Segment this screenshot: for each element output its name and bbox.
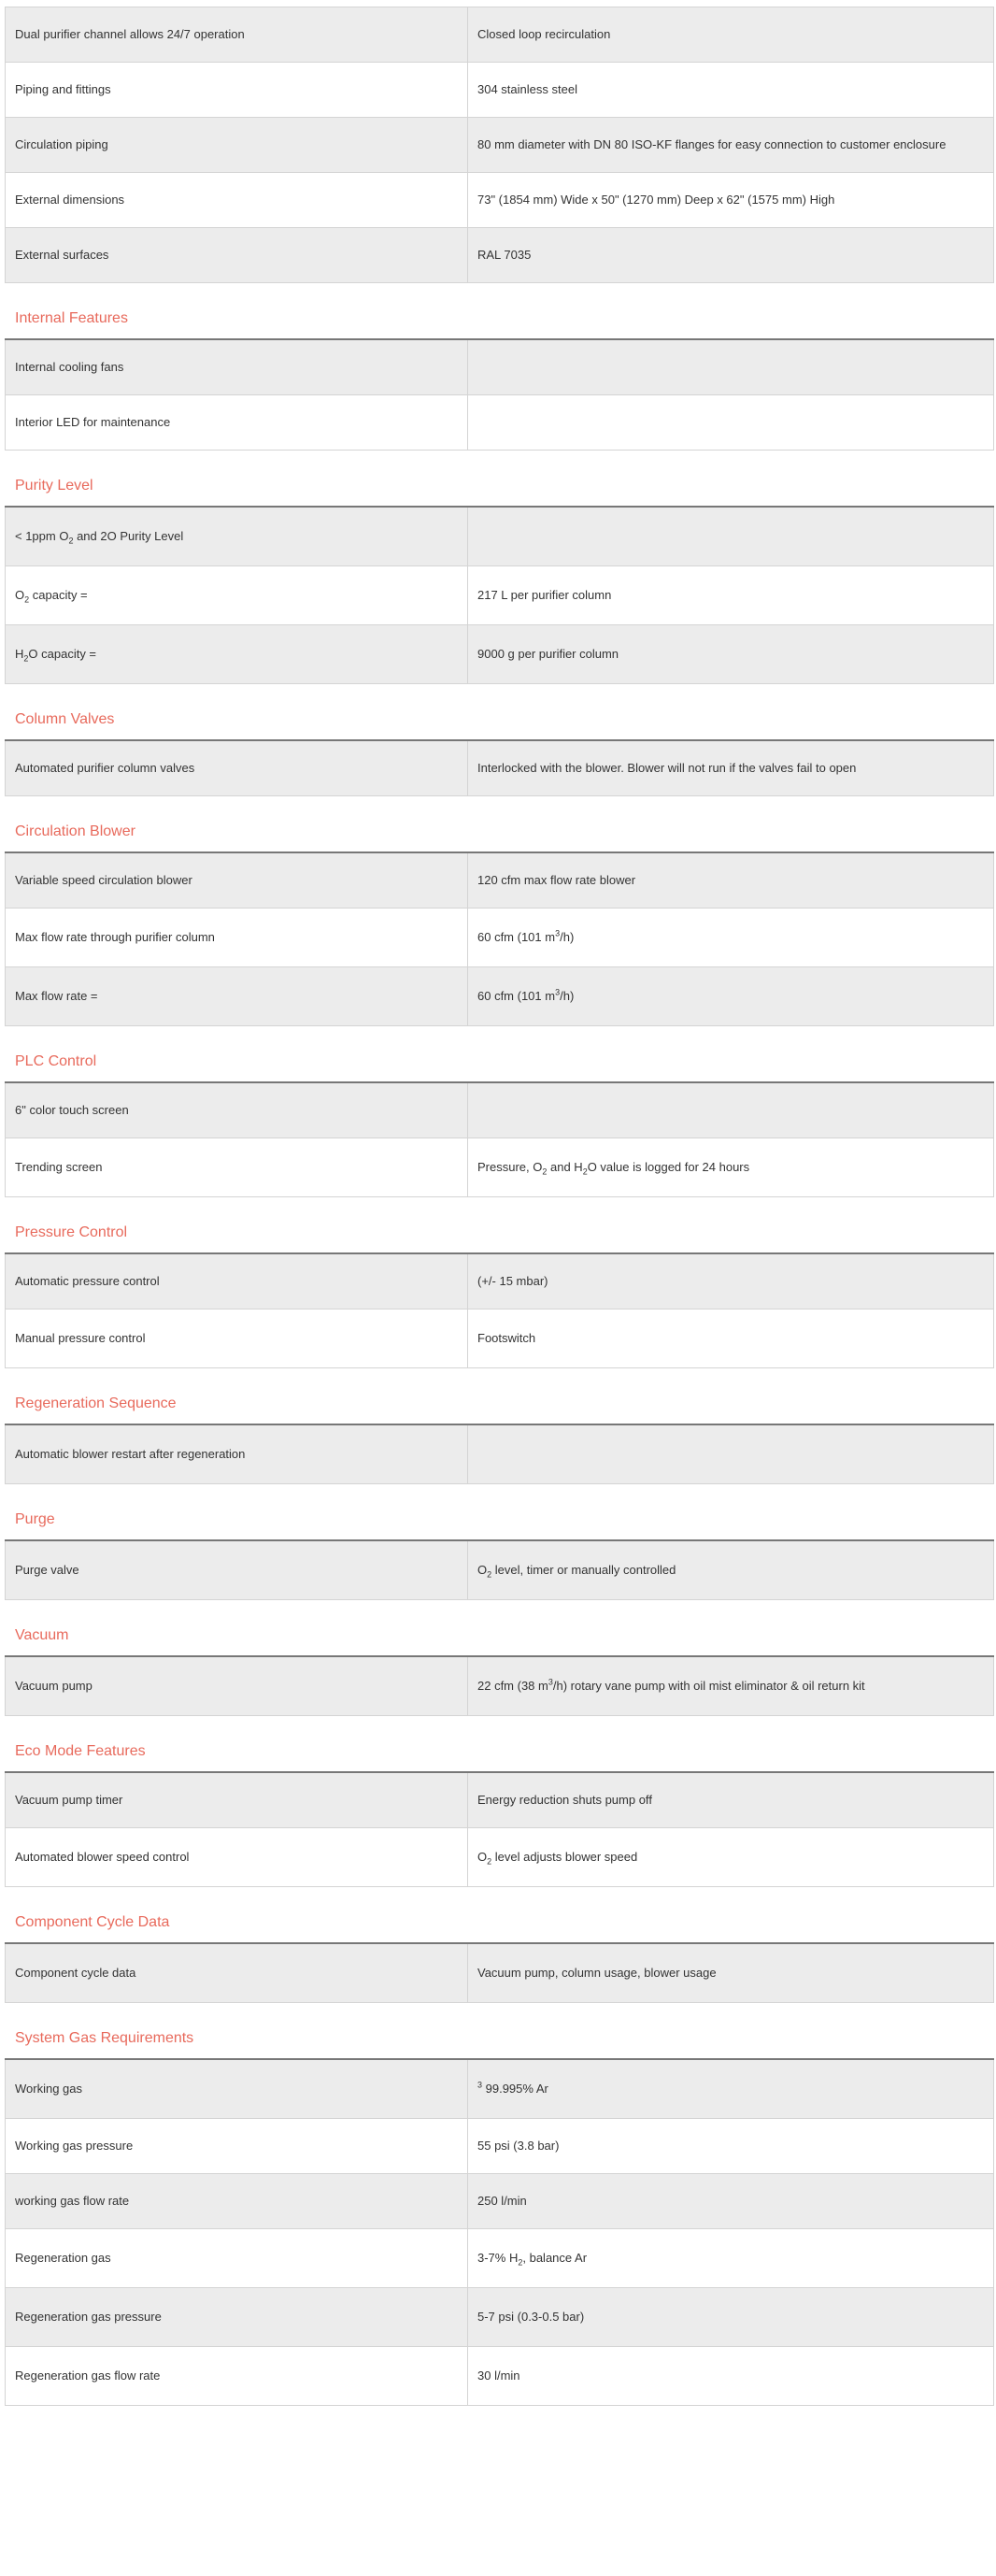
section-heading: Pressure Control <box>15 1224 128 1240</box>
table-row <box>6 1828 994 1887</box>
section-heading: Component Cycle Data <box>15 1914 170 1930</box>
table-row <box>6 507 994 566</box>
spec-table <box>5 1655 994 1716</box>
spec-label: Internal cooling fans <box>6 339 468 395</box>
section-heading: Purge <box>15 1511 55 1527</box>
spec-label: External surfaces <box>6 228 468 283</box>
spec-value <box>468 507 994 566</box>
spec-value: 55 psi (3.8 bar) <box>468 2119 994 2174</box>
section-heading: Vacuum <box>15 1627 69 1643</box>
section-heading: PLC Control <box>15 1053 97 1069</box>
spec-section <box>5 1212 993 1368</box>
spec-table <box>5 2058 994 2406</box>
table-row <box>6 339 994 395</box>
spec-sections <box>5 298 993 2406</box>
spec-value: (+/- 15 mbar) <box>468 1253 994 1309</box>
spec-section <box>5 1499 993 1600</box>
spec-label: Automated purifier column valves <box>6 740 468 796</box>
spec-table <box>5 1942 994 2003</box>
spec-table <box>5 1081 994 1197</box>
spec-value: Energy reduction shuts pump off <box>468 1772 994 1828</box>
spec-value: 22 cfm (38 $m^3/h$) rotary vane pump with oil mist eliminator & oil return kit <box>468 1656 994 1716</box>
spec-label: working gas flow rate <box>6 2174 468 2229</box>
spec-label: Max flow rate = <box>6 967 468 1026</box>
spec-value: RAL 7035 <box>468 228 994 283</box>
spec-value: Vacuum pump, column usage, blower usage <box>468 1943 994 2003</box>
table-row <box>6 63 994 118</box>
spec-label: Manual pressure control <box>6 1309 468 1368</box>
table-row <box>6 1138 994 1197</box>
spec-label: Dual purifier channel allows 24/7 operation <box>6 7 468 63</box>
table-row <box>6 395 994 451</box>
general-spec-table <box>5 7 994 283</box>
spec-table <box>5 1771 994 1887</box>
spec-value: $O_2$ level adjusts blower speed <box>468 1828 994 1887</box>
spec-label: Automatic pressure control <box>6 1253 468 1309</box>
table-row <box>6 2288 994 2347</box>
table-row <box>6 1309 994 1368</box>
spec-value: 217 L per purifier column <box>468 566 994 625</box>
table-row <box>6 173 994 228</box>
spec-value: 60 cfm (101 $m^3/h$) <box>468 967 994 1026</box>
spec-value: $^3$ 99.995% Ar <box>468 2059 994 2119</box>
section-heading: Purity Level <box>15 478 93 494</box>
table-row <box>6 118 994 173</box>
spec-label: Vacuum pump timer <box>6 1772 468 1828</box>
table-row <box>6 1253 994 1309</box>
spec-label: 6" color touch screen <box>6 1082 468 1138</box>
spec-value: Closed loop recirculation <box>468 7 994 63</box>
spec-label: Circulation piping <box>6 118 468 173</box>
table-row <box>6 967 994 1026</box>
spec-value <box>468 395 994 451</box>
spec-table <box>5 338 994 451</box>
spec-value: Pressure, $O_2$ and $H_2O$ value is logged for 24 hours <box>468 1138 994 1197</box>
table-row <box>6 1943 994 2003</box>
spec-value: Footswitch <box>468 1309 994 1368</box>
spec-label: Working gas pressure <box>6 2119 468 2174</box>
spec-value <box>468 339 994 395</box>
spec-label: Max flow rate through purifier column <box>6 909 468 967</box>
table-row <box>6 566 994 625</box>
spec-label: Purge valve <box>6 1540 468 1600</box>
section-heading: Column Valves <box>15 711 115 727</box>
table-row <box>6 2119 994 2174</box>
spec-label: Working gas <box>6 2059 468 2119</box>
table-row <box>6 909 994 967</box>
table-row <box>6 2229 994 2288</box>
spec-label: Interior LED for maintenance <box>6 395 468 451</box>
spec-label: External dimensions <box>6 173 468 228</box>
table-row <box>6 2174 994 2229</box>
section-heading: Circulation Blower <box>15 823 135 839</box>
spec-label: Variable speed circulation blower <box>6 852 468 909</box>
spec-container <box>5 7 993 2406</box>
spec-label: Vacuum pump <box>6 1656 468 1716</box>
spec-value: 3-7% $H_2$, balance Ar <box>468 2229 994 2288</box>
spec-value: Interlocked with the blower. Blower will not run if the valves fail to open <box>468 740 994 796</box>
spec-value: 60 cfm (101 $m^3/h$) <box>468 909 994 967</box>
spec-value: 30 l/min <box>468 2347 994 2406</box>
section-heading: Eco Mode Features <box>15 1743 146 1759</box>
spec-label: $H_2O$ capacity = <box>6 625 468 684</box>
spec-label: Regeneration gas <box>6 2229 468 2288</box>
spec-value: 73" (1854 mm) Wide x 50" (1270 mm) Deep x 62" (1575 mm) High <box>468 173 994 228</box>
spec-section <box>5 298 993 451</box>
spec-section <box>5 1615 993 1716</box>
spec-value <box>468 1424 994 1484</box>
spec-section <box>5 699 993 796</box>
spec-value: $O_2$ level, timer or manually controlled <box>468 1540 994 1600</box>
spec-value: 304 stainless steel <box>468 63 994 118</box>
spec-label: < 1ppm $O_2$ and 2O Purity Level <box>6 507 468 566</box>
spec-label: Component cycle data <box>6 1943 468 2003</box>
spec-label: Trending screen <box>6 1138 468 1197</box>
spec-label: Automatic blower restart after regeneration <box>6 1424 468 1484</box>
spec-table <box>5 852 994 1026</box>
spec-table <box>5 1252 994 1368</box>
section-heading: Regeneration Sequence <box>15 1395 177 1411</box>
spec-label: Regeneration gas pressure <box>6 2288 468 2347</box>
spec-section <box>5 1383 993 1484</box>
spec-section <box>5 1731 993 1887</box>
spec-value <box>468 1082 994 1138</box>
spec-value: 5-7 psi (0.3-0.5 bar) <box>468 2288 994 2347</box>
table-row <box>6 1082 994 1138</box>
table-row <box>6 2059 994 2119</box>
spec-table <box>5 1539 994 1600</box>
spec-table <box>5 1424 994 1484</box>
table-row <box>6 2347 994 2406</box>
table-row <box>6 1772 994 1828</box>
spec-table <box>5 739 994 796</box>
spec-table <box>5 506 994 684</box>
table-row <box>6 625 994 684</box>
spec-value: 120 cfm max flow rate blower <box>468 852 994 909</box>
section-heading: Internal Features <box>15 310 128 326</box>
table-row <box>6 228 994 283</box>
spec-section <box>5 465 993 684</box>
table-row <box>6 1540 994 1600</box>
spec-label: Piping and fittings <box>6 63 468 118</box>
table-row <box>6 852 994 909</box>
table-row <box>6 740 994 796</box>
spec-label: Automated blower speed control <box>6 1828 468 1887</box>
spec-section <box>5 811 993 1026</box>
spec-label: $O_2$ capacity = <box>6 566 468 625</box>
spec-section <box>5 2018 993 2406</box>
table-row <box>6 7 994 63</box>
section-heading: System Gas Requirements <box>15 2030 194 2046</box>
spec-value: 9000 g per purifier column <box>468 625 994 684</box>
table-row <box>6 1424 994 1484</box>
spec-section <box>5 1041 993 1197</box>
spec-label: Regeneration gas flow rate <box>6 2347 468 2406</box>
spec-value: 80 mm diameter with DN 80 ISO-KF flanges for easy connection to customer enclosure <box>468 118 994 173</box>
spec-section <box>5 1902 993 2003</box>
spec-value: 250 l/min <box>468 2174 994 2229</box>
table-row <box>6 1656 994 1716</box>
